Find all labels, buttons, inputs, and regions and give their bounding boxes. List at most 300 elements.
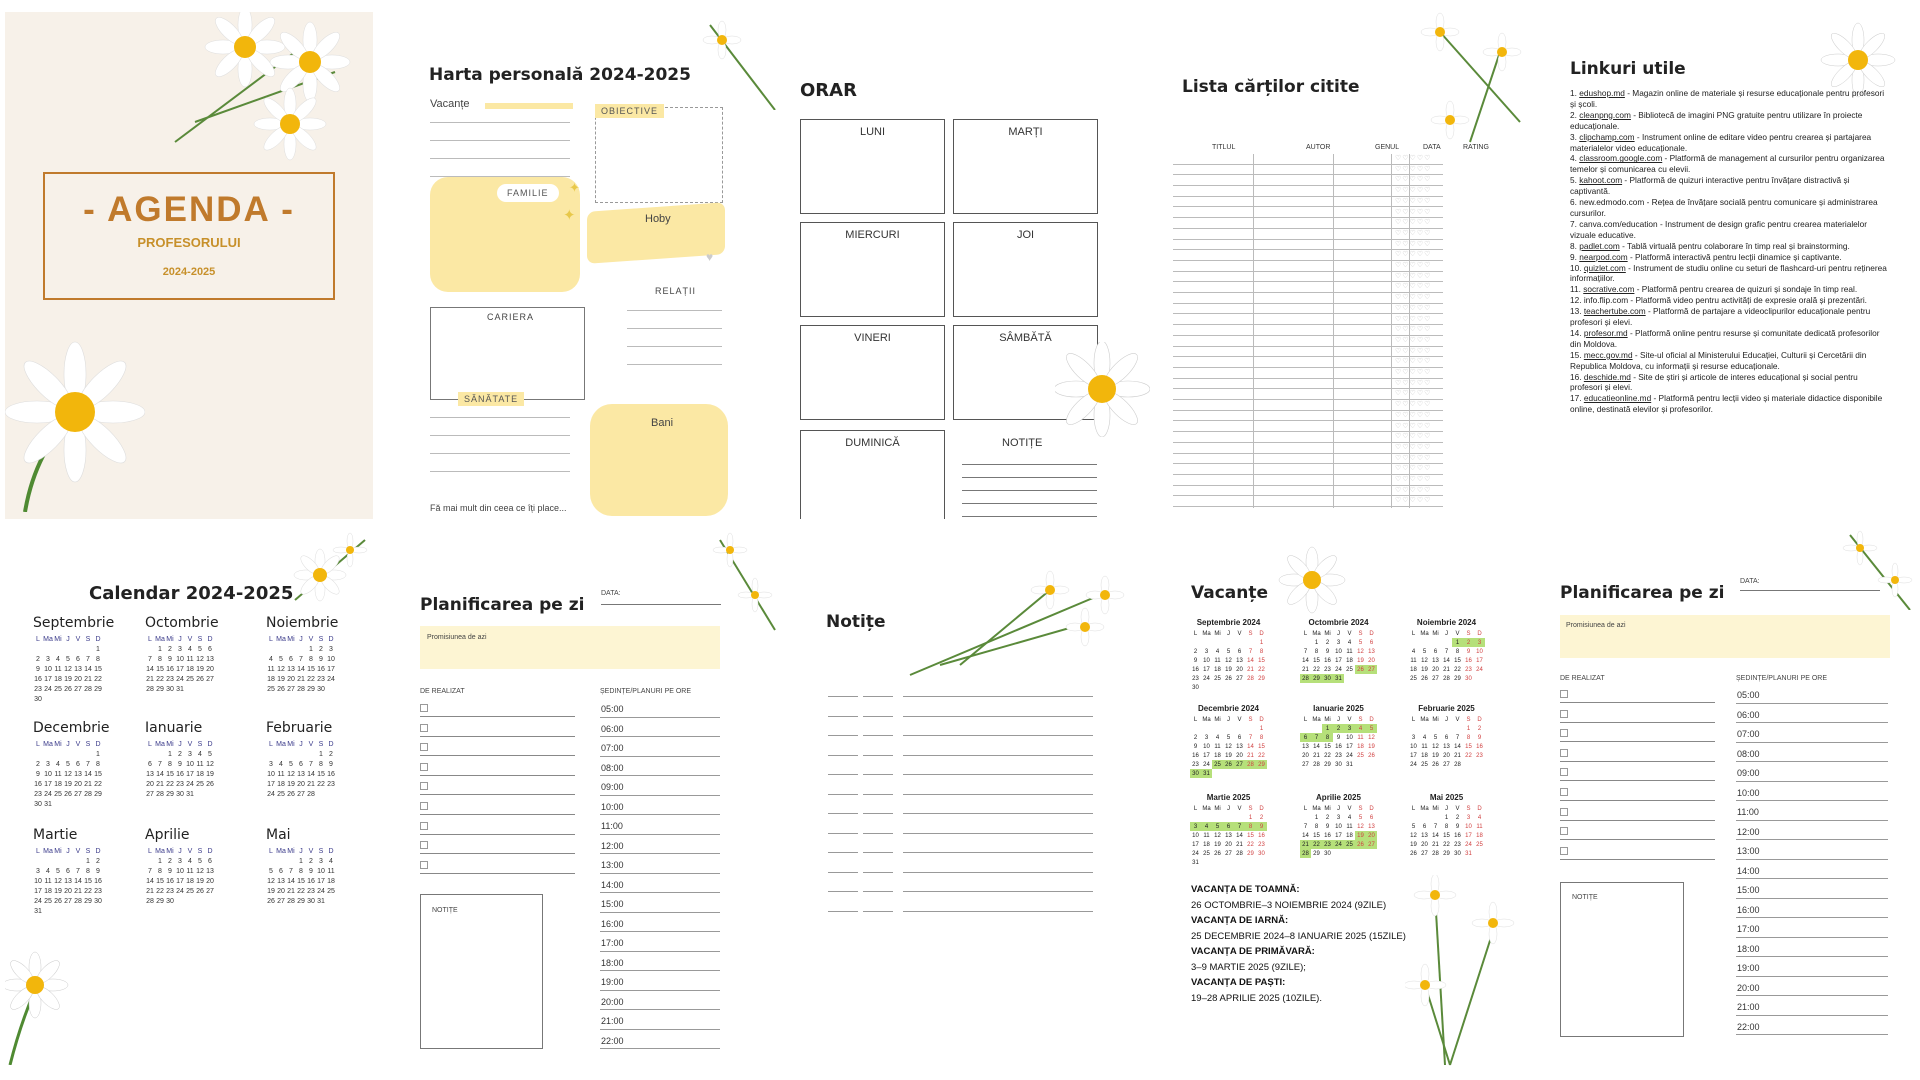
day-cell[interactable]: 13 — [206, 655, 214, 663]
day-cell[interactable]: 17 — [176, 877, 184, 885]
day-cell[interactable]: 12 — [1368, 734, 1375, 741]
day-cell[interactable]: 19 — [1225, 752, 1232, 759]
day-cell[interactable]: 28 — [1300, 849, 1311, 858]
day-cell[interactable]: 7 — [86, 655, 90, 663]
day-cell[interactable]: 3 — [1474, 638, 1485, 647]
day-cell[interactable] — [1256, 858, 1267, 867]
rating-hearts[interactable]: ♡♡♡♡♡ — [1395, 433, 1432, 441]
day-cell[interactable]: 18 — [1346, 832, 1353, 839]
day-cell[interactable]: 18 — [267, 675, 275, 683]
hour-slot[interactable]: 14:00 — [600, 874, 720, 894]
day-cell[interactable]: 27 — [287, 685, 295, 693]
day-cell[interactable]: 20 — [1236, 752, 1243, 759]
day-cell[interactable]: 29 — [1311, 674, 1322, 683]
day-cell[interactable]: 26 — [1410, 850, 1417, 857]
day-cell[interactable]: 25 — [1214, 675, 1221, 682]
day-cell[interactable]: 26 — [196, 675, 204, 683]
day-cell[interactable]: 30 — [34, 695, 42, 703]
day-cell[interactable]: 29 — [94, 790, 102, 798]
day-cell[interactable] — [286, 644, 296, 654]
day-cell[interactable] — [1234, 858, 1245, 867]
day-cell[interactable]: 4 — [269, 655, 273, 663]
day-cell[interactable]: 11 — [277, 770, 285, 778]
day-cell[interactable]: 28 — [287, 897, 295, 905]
day-cell[interactable]: 15 — [1454, 657, 1461, 664]
day-cell[interactable]: 16 — [34, 675, 42, 683]
day-cell[interactable] — [1190, 813, 1201, 822]
day-cell[interactable]: 22 — [94, 675, 102, 683]
day-cell[interactable]: 14 — [1247, 657, 1254, 664]
hour-slot[interactable]: 20:00 — [600, 991, 720, 1011]
hour-slot[interactable]: 11:00 — [600, 815, 720, 835]
day-cell[interactable] — [1300, 638, 1311, 647]
orar-day-box[interactable] — [800, 430, 945, 519]
day-cell[interactable] — [1441, 724, 1452, 733]
day-cell[interactable]: 15 — [1324, 743, 1331, 750]
day-cell[interactable]: 30 — [1465, 675, 1472, 682]
day-cell[interactable]: 25 — [54, 685, 62, 693]
day-cell[interactable]: 28 — [146, 685, 154, 693]
day-cell[interactable]: 16 — [317, 665, 325, 673]
day-cell[interactable]: 31 — [317, 897, 325, 905]
day-cell[interactable]: 9 — [309, 867, 313, 875]
day-cell[interactable]: 24 — [1333, 840, 1344, 849]
day-cell[interactable]: 8 — [168, 760, 172, 768]
day-cell[interactable]: 19 — [196, 877, 204, 885]
day-cell[interactable]: 24 — [1476, 666, 1483, 673]
day-cell[interactable]: 21 — [156, 780, 164, 788]
day-cell[interactable]: 24 — [327, 675, 335, 683]
day-cell[interactable]: 1 — [1452, 638, 1463, 647]
hour-slot[interactable]: 08:00 — [1736, 743, 1888, 763]
day-cell[interactable]: 6 — [208, 857, 212, 865]
todo-checkbox[interactable] — [1560, 729, 1568, 737]
day-cell[interactable]: 26 — [1355, 665, 1366, 674]
day-cell[interactable] — [1366, 760, 1377, 769]
day-cell[interactable]: 5 — [279, 655, 283, 663]
day-cell[interactable]: 14 — [1443, 657, 1450, 664]
day-cell[interactable]: 24 — [176, 887, 184, 895]
hour-slot[interactable]: 15:00 — [1736, 879, 1888, 899]
day-cell[interactable]: 27 — [277, 897, 285, 905]
link-url[interactable]: deschide.md — [1583, 371, 1631, 382]
day-cell[interactable]: 25 — [277, 790, 285, 798]
day-cell[interactable]: 4 — [188, 857, 192, 865]
link-url[interactable]: socrative.com — [1583, 284, 1635, 295]
day-cell[interactable]: 7 — [1455, 734, 1460, 741]
day-cell[interactable] — [316, 789, 326, 799]
rating-hearts[interactable]: ♡♡♡♡♡ — [1395, 283, 1432, 291]
day-cell[interactable]: 13 — [1236, 657, 1243, 664]
day-cell[interactable]: 14 — [1432, 832, 1439, 839]
day-cell[interactable]: 3 — [46, 760, 50, 768]
day-cell[interactable]: 15 — [156, 877, 164, 885]
day-cell[interactable]: 30 — [94, 897, 102, 905]
day-cell[interactable] — [1474, 674, 1485, 683]
day-cell[interactable]: 31 — [1192, 859, 1199, 866]
day-cell[interactable]: 21 — [1313, 752, 1320, 759]
day-cell[interactable]: 29 — [156, 897, 164, 905]
day-cell[interactable]: 24 — [176, 675, 184, 683]
day-cell[interactable]: 6 — [299, 760, 303, 768]
todo-checkbox[interactable] — [1560, 749, 1568, 757]
hour-slot[interactable]: 13:00 — [1736, 840, 1888, 860]
rating-hearts[interactable]: ♡♡♡♡♡ — [1395, 304, 1432, 312]
day-cell[interactable]: 14 — [1247, 743, 1254, 750]
day-cell[interactable] — [1212, 813, 1223, 822]
hour-slot[interactable]: 07:00 — [600, 737, 720, 757]
day-cell[interactable]: 30 — [166, 897, 174, 905]
day-cell[interactable]: 7 — [309, 760, 313, 768]
day-cell[interactable]: 10 — [1410, 743, 1417, 750]
day-cell[interactable]: 8 — [319, 760, 323, 768]
hour-slot[interactable]: 21:00 — [1736, 996, 1888, 1016]
day-cell[interactable]: 30 — [1454, 850, 1461, 857]
day-cell[interactable]: 6 — [208, 645, 212, 653]
day-cell[interactable]: 7 — [1311, 733, 1322, 742]
day-cell[interactable]: 11 — [1346, 823, 1353, 830]
day-cell[interactable]: 26 — [1223, 760, 1234, 769]
hour-slot[interactable]: 05:00 — [1736, 684, 1888, 704]
day-cell[interactable]: 1 — [1259, 725, 1264, 732]
day-cell[interactable]: 9 — [36, 665, 40, 673]
day-cell[interactable]: 12 — [206, 760, 214, 768]
day-cell[interactable]: 10 — [1192, 832, 1199, 839]
day-cell[interactable]: 28 — [307, 790, 315, 798]
day-cell[interactable]: 26 — [1355, 840, 1366, 849]
day-cell[interactable]: 1 — [1466, 725, 1471, 732]
day-cell[interactable]: 29 — [156, 685, 164, 693]
day-cell[interactable]: 10 — [34, 877, 42, 885]
day-cell[interactable] — [1245, 683, 1256, 692]
day-cell[interactable] — [1245, 858, 1256, 867]
day-cell[interactable]: 22 — [1247, 841, 1254, 848]
day-cell[interactable] — [63, 856, 73, 866]
day-cell[interactable]: 1 — [168, 750, 172, 758]
day-cell[interactable]: 28 — [84, 685, 92, 693]
day-cell[interactable]: 7 — [289, 867, 293, 875]
day-cell[interactable]: 23 — [166, 887, 174, 895]
day-cell[interactable]: 18 — [327, 877, 335, 885]
link-url[interactable]: educatieonline.md — [1583, 393, 1652, 404]
day-cell[interactable]: 29 — [166, 790, 174, 798]
day-cell[interactable]: 3 — [269, 760, 273, 768]
day-cell[interactable]: 22 — [156, 675, 164, 683]
day-cell[interactable]: 6 — [1300, 733, 1311, 742]
day-cell[interactable]: 18 — [44, 887, 52, 895]
day-cell[interactable]: 6 — [76, 655, 80, 663]
day-cell[interactable]: 28 — [1454, 761, 1461, 768]
day-cell[interactable]: 14 — [146, 665, 154, 673]
day-cell[interactable]: 11 — [1214, 657, 1221, 664]
hour-slot[interactable]: 19:00 — [1736, 957, 1888, 977]
day-cell[interactable]: 5 — [1358, 814, 1363, 821]
day-cell[interactable] — [53, 799, 63, 809]
rating-hearts[interactable]: ♡♡♡♡♡ — [1395, 443, 1432, 451]
day-cell[interactable]: 29 — [307, 685, 315, 693]
day-cell[interactable]: 8 — [1314, 823, 1319, 830]
day-cell[interactable]: 4 — [198, 750, 202, 758]
link-url[interactable]: edushop.md — [1579, 88, 1625, 98]
day-cell[interactable]: 18 — [1203, 841, 1210, 848]
day-cell[interactable]: 9 — [1193, 657, 1198, 664]
day-cell[interactable]: 23 — [1192, 761, 1199, 768]
rating-hearts[interactable]: ♡♡♡♡♡ — [1395, 219, 1432, 227]
day-cell[interactable]: 20 — [1432, 666, 1439, 673]
day-cell[interactable]: 5 — [1358, 639, 1363, 646]
day-cell[interactable]: 16 — [166, 665, 174, 673]
day-cell[interactable] — [145, 749, 155, 759]
day-cell[interactable]: 30 — [1192, 684, 1199, 691]
day-cell[interactable] — [185, 684, 195, 694]
day-cell[interactable]: 15 — [156, 665, 164, 673]
day-cell[interactable]: 30 — [1258, 850, 1265, 857]
day-cell[interactable]: 1 — [1444, 814, 1449, 821]
todo-checkbox[interactable] — [1560, 827, 1568, 835]
day-cell[interactable]: 7 — [148, 867, 152, 875]
day-cell[interactable] — [1430, 638, 1441, 647]
day-cell[interactable]: 11 — [196, 760, 204, 768]
day-cell[interactable]: 8 — [96, 760, 100, 768]
day-cell[interactable]: 17 — [1346, 743, 1353, 750]
day-cell[interactable] — [1234, 638, 1245, 647]
day-cell[interactable]: 22 — [84, 887, 92, 895]
day-cell[interactable]: 10 — [317, 867, 325, 875]
day-cell[interactable]: 1 — [1314, 639, 1319, 646]
link-url[interactable]: padlet.com — [1579, 240, 1620, 251]
day-cell[interactable] — [1245, 724, 1256, 733]
day-cell[interactable] — [63, 694, 73, 704]
day-cell[interactable] — [195, 789, 205, 799]
day-cell[interactable]: 15 — [1465, 743, 1472, 750]
day-cell[interactable]: 27 — [1234, 760, 1245, 769]
day-cell[interactable]: 29 — [1324, 761, 1331, 768]
day-cell[interactable]: 19 — [1214, 841, 1221, 848]
day-cell[interactable]: 4 — [1355, 724, 1366, 733]
todo-checkbox[interactable] — [1560, 808, 1568, 816]
day-cell[interactable]: 14 — [297, 665, 305, 673]
day-cell[interactable] — [205, 896, 215, 906]
day-cell[interactable] — [1212, 724, 1223, 733]
day-cell[interactable]: 6 — [148, 760, 152, 768]
day-cell[interactable] — [1234, 683, 1245, 692]
day-cell[interactable]: 17 — [44, 675, 52, 683]
day-cell[interactable]: 4 — [279, 760, 283, 768]
day-cell[interactable] — [1408, 638, 1419, 647]
day-cell[interactable]: 25 — [196, 780, 204, 788]
day-cell[interactable]: 3 — [1466, 814, 1471, 821]
day-cell[interactable]: 3 — [1204, 648, 1209, 655]
day-cell[interactable]: 25 — [1203, 850, 1210, 857]
day-cell[interactable] — [43, 856, 53, 866]
day-cell[interactable] — [1355, 849, 1366, 858]
day-cell[interactable]: 14 — [156, 770, 164, 778]
day-cell[interactable]: 23 — [1192, 675, 1199, 682]
day-cell[interactable]: 30 — [1322, 674, 1333, 683]
day-cell[interactable]: 13 — [1368, 823, 1375, 830]
day-cell[interactable] — [1311, 724, 1322, 733]
day-cell[interactable]: 11 — [327, 867, 335, 875]
day-cell[interactable] — [73, 749, 83, 759]
day-cell[interactable]: 5 — [198, 645, 202, 653]
day-cell[interactable]: 21 — [1247, 752, 1254, 759]
day-cell[interactable]: 6 — [279, 867, 283, 875]
day-cell[interactable]: 10 — [1203, 743, 1210, 750]
hour-slot[interactable]: 06:00 — [1736, 704, 1888, 724]
day-cell[interactable]: 8 — [299, 867, 303, 875]
day-cell[interactable] — [195, 684, 205, 694]
day-cell[interactable]: 13 — [1443, 743, 1450, 750]
day-cell[interactable]: 7 — [1433, 823, 1438, 830]
day-cell[interactable]: 30 — [1324, 850, 1331, 857]
day-cell[interactable]: 7 — [158, 760, 162, 768]
day-cell[interactable]: 26 — [206, 780, 214, 788]
day-cell[interactable]: 1 — [1322, 724, 1333, 733]
day-cell[interactable]: 13 — [74, 770, 82, 778]
day-cell[interactable]: 13 — [287, 665, 295, 673]
day-cell[interactable]: 24 — [317, 887, 325, 895]
hour-slot[interactable]: 22:00 — [1736, 1016, 1888, 1036]
day-cell[interactable]: 12 — [1357, 823, 1364, 830]
day-cell[interactable]: 30 — [1190, 769, 1201, 778]
day-cell[interactable]: 16 — [1335, 743, 1342, 750]
day-cell[interactable]: 15 — [1443, 832, 1450, 839]
day-cell[interactable]: 1 — [1248, 814, 1253, 821]
day-cell[interactable]: 19 — [1432, 752, 1439, 759]
day-cell[interactable]: 29 — [94, 685, 102, 693]
day-cell[interactable]: 27 — [206, 887, 214, 895]
rating-hearts[interactable]: ♡♡♡♡♡ — [1395, 422, 1432, 430]
day-cell[interactable]: 6 — [289, 655, 293, 663]
day-cell[interactable]: 8 — [1259, 648, 1264, 655]
day-cell[interactable]: 10 — [1335, 823, 1342, 830]
day-cell[interactable]: 28 — [74, 897, 82, 905]
day-cell[interactable]: 31 — [34, 907, 42, 915]
day-cell[interactable] — [1212, 858, 1223, 867]
day-cell[interactable]: 22 — [1258, 752, 1265, 759]
day-cell[interactable]: 3 — [1190, 822, 1201, 831]
rating-hearts[interactable]: ♡♡♡♡♡ — [1395, 326, 1432, 334]
day-cell[interactable] — [53, 856, 63, 866]
day-cell[interactable] — [1333, 849, 1344, 858]
day-cell[interactable]: 14 — [1302, 657, 1309, 664]
day-cell[interactable]: 19 — [1421, 666, 1428, 673]
day-cell[interactable]: 25 — [1476, 841, 1483, 848]
day-cell[interactable]: 20 — [206, 877, 214, 885]
day-cell[interactable]: 13 — [1421, 832, 1428, 839]
day-cell[interactable]: 30 — [166, 685, 174, 693]
day-cell[interactable]: 28 — [1236, 850, 1243, 857]
hour-slot[interactable]: 12:00 — [600, 835, 720, 855]
day-cell[interactable]: 30 — [34, 800, 42, 808]
day-cell[interactable]: 11 — [1346, 648, 1353, 655]
day-cell[interactable]: 22 — [166, 780, 174, 788]
day-cell[interactable]: 15 — [94, 665, 102, 673]
day-cell[interactable]: 10 — [186, 760, 194, 768]
day-cell[interactable] — [1419, 724, 1430, 733]
day-cell[interactable]: 13 — [206, 867, 214, 875]
day-cell[interactable]: 26 — [64, 790, 72, 798]
rating-hearts[interactable]: ♡♡♡♡♡ — [1395, 208, 1432, 216]
day-cell[interactable]: 13 — [1432, 657, 1439, 664]
day-cell[interactable]: 7 — [299, 655, 303, 663]
day-cell[interactable]: 17 — [1410, 752, 1417, 759]
day-cell[interactable]: 25 — [1212, 760, 1223, 769]
hour-slot[interactable]: 13:00 — [600, 854, 720, 874]
day-cell[interactable]: 11 — [1357, 734, 1364, 741]
day-cell[interactable]: 12 — [64, 770, 72, 778]
day-cell[interactable]: 24 — [1203, 675, 1210, 682]
day-cell[interactable] — [73, 906, 83, 916]
day-cell[interactable]: 5 — [1226, 648, 1231, 655]
day-cell[interactable]: 9 — [168, 867, 172, 875]
day-cell[interactable] — [205, 789, 215, 799]
day-cell[interactable]: 19 — [64, 780, 72, 788]
day-cell[interactable]: 5 — [198, 857, 202, 865]
day-cell[interactable] — [43, 694, 53, 704]
day-cell[interactable] — [1474, 760, 1485, 769]
day-cell[interactable]: 7 — [86, 760, 90, 768]
day-cell[interactable]: 10 — [44, 665, 52, 673]
day-cell[interactable]: 9 — [1466, 648, 1471, 655]
day-cell[interactable]: 20 — [74, 675, 82, 683]
hour-slot[interactable]: 10:00 — [600, 796, 720, 816]
day-cell[interactable] — [276, 856, 286, 866]
day-cell[interactable]: 2 — [36, 760, 40, 768]
day-cell[interactable]: 30 — [176, 790, 184, 798]
day-cell[interactable]: 15 — [1313, 832, 1320, 839]
day-cell[interactable] — [1355, 760, 1366, 769]
day-cell[interactable]: 27 — [1421, 850, 1428, 857]
day-cell[interactable]: 1 — [96, 645, 100, 653]
day-cell[interactable] — [43, 906, 53, 916]
day-cell[interactable]: 12 — [277, 665, 285, 673]
day-cell[interactable]: 7 — [1248, 648, 1253, 655]
day-cell[interactable]: 25 — [1421, 761, 1428, 768]
day-cell[interactable] — [1201, 858, 1212, 867]
rating-hearts[interactable]: ♡♡♡♡♡ — [1395, 411, 1432, 419]
day-cell[interactable]: 24 — [1465, 841, 1472, 848]
day-cell[interactable]: 21 — [307, 780, 315, 788]
day-cell[interactable]: 20 — [1443, 752, 1450, 759]
day-cell[interactable]: 15 — [84, 877, 92, 885]
day-cell[interactable]: 1 — [1259, 639, 1264, 646]
day-cell[interactable]: 1 — [96, 750, 100, 758]
day-cell[interactable]: 23 — [1454, 841, 1461, 848]
day-cell[interactable] — [185, 896, 195, 906]
day-cell[interactable]: 9 — [1336, 734, 1341, 741]
day-cell[interactable]: 8 — [1314, 648, 1319, 655]
day-cell[interactable]: 5 — [1226, 734, 1231, 741]
hour-slot[interactable]: 12:00 — [1736, 821, 1888, 841]
day-cell[interactable] — [1419, 813, 1430, 822]
day-cell[interactable] — [53, 749, 63, 759]
hour-slot[interactable]: 20:00 — [1736, 977, 1888, 997]
day-cell[interactable]: 1 — [1314, 814, 1319, 821]
rating-hearts[interactable]: ♡♡♡♡♡ — [1395, 369, 1432, 376]
day-cell[interactable]: 4 — [1347, 639, 1352, 646]
todo-checkbox[interactable] — [420, 802, 428, 810]
orar-day-box[interactable] — [800, 222, 945, 317]
day-cell[interactable]: 16 — [1476, 743, 1483, 750]
day-cell[interactable]: 12 — [64, 665, 72, 673]
day-cell[interactable]: 26 — [1432, 761, 1439, 768]
day-cell[interactable]: 5 — [66, 760, 70, 768]
day-cell[interactable]: 14 — [1236, 832, 1243, 839]
day-cell[interactable]: 12 — [196, 867, 204, 875]
todo-checkbox[interactable] — [420, 782, 428, 790]
day-cell[interactable]: 25 — [1344, 840, 1355, 849]
